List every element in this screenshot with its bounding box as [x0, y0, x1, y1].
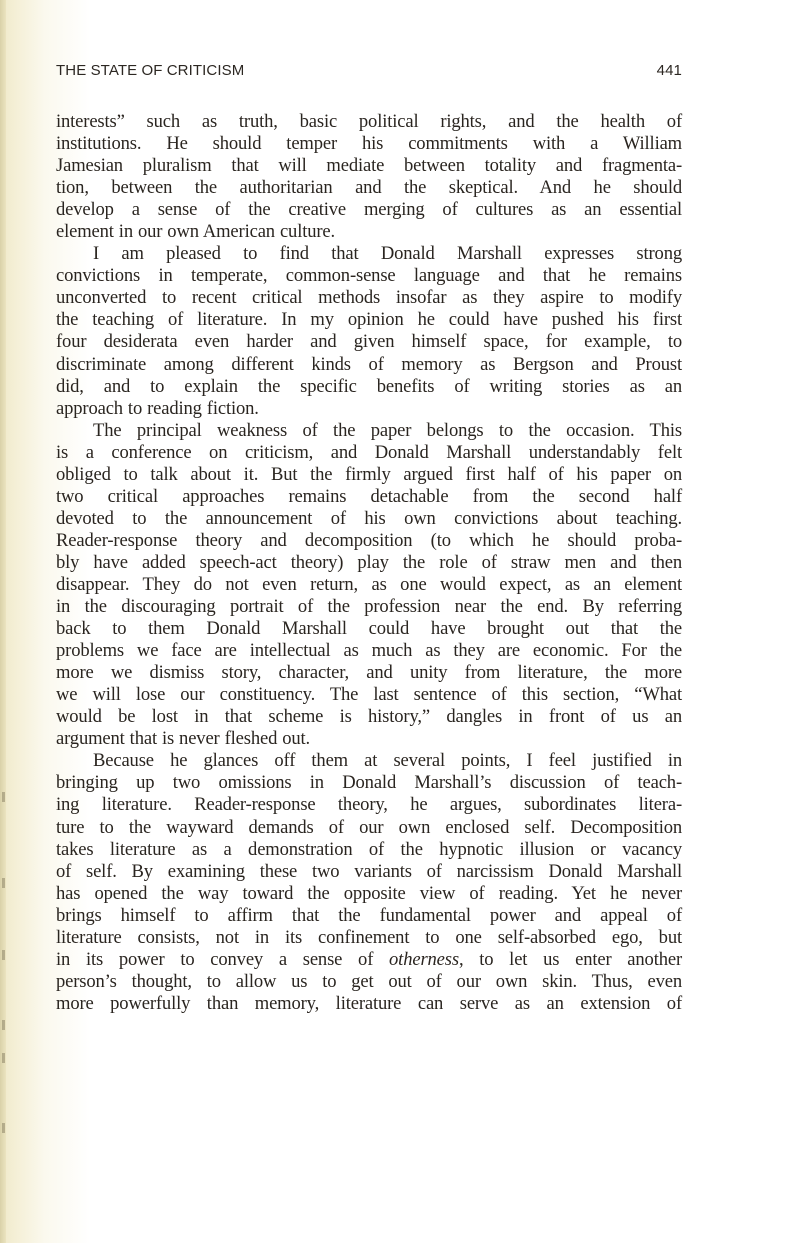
text-line: of self. By examining these two variants of narcissism Donald Marshall: [56, 860, 682, 882]
text-line: we will lose our constituency. The last sentence of this section, “What: [56, 684, 682, 706]
binding-mark: [2, 1053, 5, 1063]
text-line: back to them Donald Marshall could have brought out that the: [56, 618, 682, 640]
text-line: institutions. He should temper his commitments with a William: [56, 133, 682, 155]
running-head: [56, 62, 682, 84]
paragraph: [56, 243, 682, 419]
text-line: takes literature as a demonstration of the hypnotic illusion or vacancy: [56, 838, 682, 860]
text-line: more powerfully than memory, literature can serve as an extension of: [56, 992, 682, 1014]
text-line: bly have added speech-act theory) play the role of straw men and then: [56, 551, 682, 573]
text-line: in its power to convey a sense of otherness, to let us enter another: [56, 948, 683, 970]
text-line: bringing up two omissions in Donald Marshall’s discussion of teach-: [56, 772, 682, 794]
paragraph: [56, 750, 682, 1015]
text-line: convictions in temperate, common-sense language and that he remains: [56, 265, 682, 287]
binding-mark: [2, 878, 5, 888]
text-line: has opened the way toward the opposite view of reading. Yet he never: [56, 882, 682, 904]
text-line: brings himself to affirm that the fundamental power and appeal of: [56, 904, 682, 926]
text-line: literature consists, not in its confinement to one self-absorbed ego, but: [56, 926, 682, 948]
text-line: devoted to the announcement of his own convictions about teaching.: [56, 507, 682, 529]
page-number: 441: [656, 62, 682, 79]
text-line: Jamesian pluralism that will mediate between totality and fragmenta-: [56, 155, 682, 177]
text-line: two critical approaches remains detachable from the second half: [56, 485, 682, 507]
text-line: did, and to explain the specific benefits of writing stories as an: [56, 375, 682, 397]
text-line: problems we face are intellectual as much as they are economic. For the: [56, 640, 682, 662]
text-line: ture to the wayward demands of our own enclosed self. Decomposition: [56, 816, 682, 838]
text-line: the teaching of literature. In my opinion he could have pushed his first: [56, 309, 682, 331]
text-line: person’s thought, to allow us to get out of our own skin. Thus, even: [56, 970, 682, 992]
italic-term: otherness: [389, 948, 459, 970]
text-line: argument that is never fleshed out.: [56, 728, 311, 750]
text-line: Reader-response theory and decomposition (to which he should proba-: [56, 529, 682, 551]
text-line: would be lost in that scheme is history,” dangles in front of us an: [56, 706, 682, 728]
running-head-title: THE STATE OF CRITICISM: [56, 62, 245, 79]
text-line: interests” such as truth, basic political rights, and the health of: [56, 111, 682, 132]
binding-mark: [2, 1123, 5, 1133]
text-line: I am pleased to find that Donald Marshall expresses strong: [93, 243, 682, 265]
paragraph: [56, 420, 682, 751]
text-line: Because he glances off them at several points, I feel justified in: [93, 750, 682, 772]
paragraph: [56, 111, 682, 243]
text-line: is a conference on criticism, and Donald Marshall understandably felt: [56, 441, 682, 463]
text-line: ing literature. Reader-response theory, he argues, subordinates litera-: [56, 794, 682, 816]
text-line: obliged to talk about it. But the firmly argued first half of his paper on: [56, 463, 682, 485]
text-line: in the discouraging portrait of the profession near the end. By referring: [56, 596, 682, 618]
text-line: tion, between the authoritarian and the skeptical. And he should: [56, 177, 682, 199]
text-line: discriminate among different kinds of memory as Bergson and Proust: [56, 353, 682, 375]
text-line: four desiderata even harder and given himself space, for example, to: [56, 331, 682, 353]
body-text: [56, 111, 682, 1015]
binding-mark: [2, 792, 5, 802]
text-line: element in our own American culture.: [56, 221, 336, 243]
binding-mark: [2, 1020, 5, 1030]
text-line: unconverted to recent critical methods insofar as they aspire to modify: [56, 287, 682, 309]
text-line: approach to reading fiction.: [56, 397, 259, 419]
text-line: disappear. They do not even return, as one would expect, as an element: [56, 573, 682, 595]
text-line: The principal weakness of the paper belongs to the occasion. This: [93, 419, 682, 441]
text-line: develop a sense of the creative merging of cultures as an essential: [56, 199, 682, 221]
text-line: more we dismiss story, character, and unity from literature, the more: [56, 662, 682, 684]
binding-mark: [2, 950, 5, 960]
